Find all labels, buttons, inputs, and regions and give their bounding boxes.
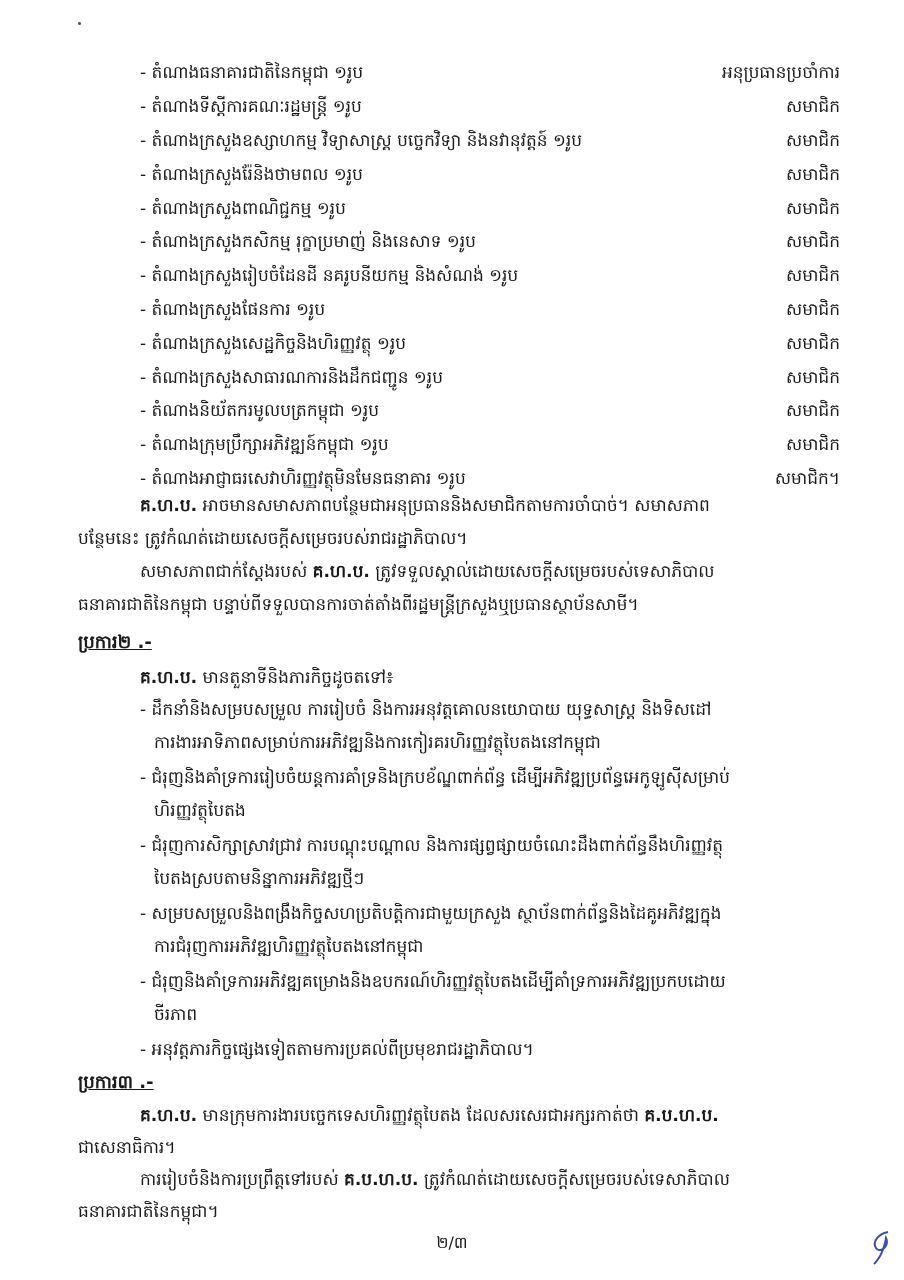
duty-line: - ដឹកនាំនិងសម្របសម្រួល ការរៀបចំ និងការអនុវត្តគោលនយោបាយ យុទ្ធសាស្ត្រ និងទិសដៅ	[140, 700, 712, 720]
duty-line-continued: ការជំរុញការអភិវឌ្ឍហិរញ្ញវត្ថុបៃតងនៅកម្ពុជា	[154, 937, 424, 957]
duty-item	[140, 966, 840, 1032]
abbreviation: គ.ប.ហ.ប.	[344, 1170, 419, 1190]
member-role: សមាជិក	[786, 198, 840, 219]
abbreviation: គ.ហ.ប.	[140, 1106, 198, 1126]
article-2-heading: ប្រការ២ .-	[78, 632, 152, 653]
article-3-heading: ប្រការ៣ .-	[78, 1072, 154, 1093]
article-2-intro	[140, 662, 393, 695]
abbreviation: គ.ហ.ប.	[140, 668, 198, 688]
duty-line-continued: ការងារអាទិភាពសម្រាប់ការអភិវឌ្ឍនិងការកៀរគរហិរញ្ញវត្ថុបៃតងនៅកម្ពុជា	[154, 733, 601, 753]
paragraph-text: ត្រូវទទួលស្គាល់ដោយសេចក្ដីសម្រេចរបស់ទេសាភិបាល	[369, 562, 715, 582]
duty-list	[140, 694, 840, 1069]
paragraph-text: ធនាគារជាតិនៃកម្ពុជា បន្ទាប់ពីទទួលបានការចាត់តាំងពីរដ្ឋមន្ត្រីក្រសួងឬប្រធានស្ថាប័នសាមី។	[78, 595, 639, 615]
article-3-para1-line1	[140, 1100, 719, 1133]
paragraph-text: មានតួនាទីនិងភារកិច្ចដូចតទៅ៖	[197, 668, 394, 688]
member-text: - តំណាងក្រសួងសេដ្ឋកិច្ចនិងហិរញ្ញវត្ថុ ១រូប	[140, 333, 407, 354]
member-role: សមាជិក	[786, 266, 840, 287]
member-text: - តំណាងទីស្ដីការគណៈរដ្ឋមន្ត្រី ១រូប	[140, 97, 362, 118]
member-row	[140, 328, 840, 362]
paragraph-additional-members-line2	[78, 523, 467, 556]
member-row	[140, 396, 840, 430]
paragraph-text: ត្រូវកំណត់ដោយសេចក្ដីសម្រេចរបស់ទេសាភិបាល	[418, 1170, 730, 1190]
paragraph-text: ជាសេនាធិការ។	[78, 1138, 176, 1158]
member-role: សមាជិក	[786, 435, 840, 456]
paragraph-text: អាចមានសមាសភាពបន្ថែមជាអនុប្រធាននិងសមាជិកតាមការចាំបាច់។ សមាសភាព	[197, 496, 710, 516]
member-role: សមាជិក	[786, 232, 840, 253]
paragraph-text: សមាសភាពជាក់ស្ដែងរបស់	[140, 562, 313, 582]
duty-line-continued: បៃតងស្របតាមនិន្នាការអភិវឌ្ឍថ្មីៗ	[154, 869, 365, 889]
duty-item	[140, 898, 840, 964]
paragraph-text: ធនាគារជាតិនៃកម្ពុជា។	[78, 1202, 219, 1222]
member-text: - តំណាងក្រុមប្រឹក្សាអភិវឌ្ឍន៍កម្ពុជា ១រូប	[140, 435, 389, 456]
duty-line-continued: ហិរញ្ញវត្ថុបៃតង	[154, 801, 246, 821]
duty-line: - ជំរុញនិងគាំទ្រការរៀបចំយន្តការគាំទ្រនិងក្របខ័ណ្ឌពាក់ព័ន្ធ ដើម្បីអភិវឌ្ឍប្រព័ន្ធអេកូឡូស៊ីសម្រាប់	[140, 768, 730, 788]
duty-line: - ជំរុញនិងគាំទ្រការអភិវឌ្ឍគម្រោងនិងឧបករណ៍ហិរញ្ញវត្ថុបៃតងដើម្បីគាំទ្រការអភិវឌ្ឍប្រកបដោយ	[140, 972, 726, 992]
initials-signature-icon	[868, 1228, 896, 1268]
duty-line: - អនុវត្តភារកិច្ចផ្សេងទៀតតាមការប្រគល់ពីប្រមុខរាជរដ្ឋាភិបាល។	[140, 1040, 534, 1060]
duty-item	[140, 762, 840, 828]
paragraph-composition-line2	[78, 589, 639, 622]
article-3-para1-line2	[78, 1132, 176, 1165]
member-list	[140, 58, 840, 497]
abbreviation: គ.ប.ហ.ប.	[644, 1106, 719, 1126]
member-row	[140, 126, 840, 160]
member-row	[140, 92, 840, 126]
member-row	[140, 362, 840, 396]
member-row	[140, 159, 840, 193]
member-role: សមាជិក	[786, 299, 840, 320]
abbreviation: គ.ហ.ប.	[140, 496, 198, 516]
member-role: សមាជិក	[786, 130, 840, 151]
duty-item	[140, 694, 840, 760]
paragraph-additional-members-line1	[140, 490, 710, 523]
member-row	[140, 261, 840, 295]
member-text: - តំណាងធនាគារជាតិនៃកម្ពុជា ១រូប	[140, 63, 364, 84]
member-role: សមាជិក	[786, 164, 840, 185]
scan-speck	[78, 22, 81, 25]
page-number: ២/៣	[436, 1233, 468, 1252]
member-role: សមាជិក។	[774, 468, 840, 489]
member-row	[140, 58, 840, 92]
article-3-para2-line1	[140, 1164, 730, 1197]
duty-line: - ជំរុញការសិក្សាស្រាវជ្រាវ ការបណ្ដុះបណ្ដាល និងការផ្សព្វផ្សាយចំណេះដឹងពាក់ព័ន្ធនឹងហិរញ្ញវត្ថុ	[140, 836, 723, 856]
member-role: សមាជិក	[786, 401, 840, 422]
member-role: អនុប្រធានប្រចាំការ	[721, 63, 840, 84]
paragraph-composition-line1	[140, 556, 715, 589]
member-role: សមាជិក	[786, 97, 840, 118]
member-row	[140, 430, 840, 464]
member-text: - តំណាងក្រសួងរ៉ែនិងថាមពល ១រូប	[140, 164, 363, 185]
member-role: សមាជិក	[786, 333, 840, 354]
member-text: - តំណាងក្រសួងផែនការ ១រូប	[140, 299, 326, 320]
duty-line-continued: ចីរភាព	[154, 1005, 198, 1025]
member-row	[140, 227, 840, 261]
handwritten-initials	[868, 1228, 896, 1275]
paragraph-text: ការរៀបចំនិងការប្រព្រឹត្តទៅរបស់	[140, 1170, 345, 1190]
paragraph-text: មានក្រុមការងារបច្ចេកទេសហិរញ្ញវត្ថុបៃតង ដែលសរសេរជាអក្សរកាត់ថា	[197, 1106, 645, 1126]
member-text: - តំណាងក្រសួងសាធារណការនិងដឹកជញ្ជូន ១រូប	[140, 367, 443, 388]
member-text: - តំណាងក្រសួងរៀបចំដែនដី នគរូបនីយកម្ម និងសំណង់ ១រូប	[140, 266, 519, 287]
member-text: - តំណាងក្រសួងឧស្សាហកម្ម វិទ្យាសាស្ត្រ បច្ចេកវិទ្យា និងនវានុវត្តន៍ ១រូប	[140, 130, 583, 151]
duty-item	[140, 1034, 840, 1067]
member-text: - តំណាងក្រសួងកសិកម្ម រុក្ខាប្រមាញ់ និងនេសាទ ១រូប	[140, 232, 476, 253]
member-row	[140, 193, 840, 227]
member-text: - តំណាងក្រសួងពាណិជ្ជកម្ម ១រូប	[140, 198, 346, 219]
duty-line: - សម្របសម្រួលនិងពង្រឹងកិច្ចសហប្រតិបត្តិការជាមួយក្រសួង ស្ថាប័នពាក់ព័ន្ធនិងដៃគូអភិវឌ្ឍក្នុង	[140, 904, 722, 924]
member-row	[140, 295, 840, 329]
article-3-para2-line2	[78, 1196, 219, 1229]
paragraph-text: បន្ថែមនេះ ត្រូវកំណត់ដោយសេចក្ដីសម្រេចរបស់រាជរដ្ឋាភិបាល។	[78, 529, 468, 549]
member-text: - តំណាងអាជ្ញាធរសេវាហិរញ្ញវត្ថុមិនមែនធនាគារ ១រូប	[140, 468, 466, 489]
abbreviation: គ.ហ.ប.	[312, 562, 370, 582]
member-text: - តំណាងនិយ័តករមូលបត្រកម្ពុជា ១រូប	[140, 401, 380, 422]
member-role: សមាជិក	[786, 367, 840, 388]
duty-item	[140, 830, 840, 896]
